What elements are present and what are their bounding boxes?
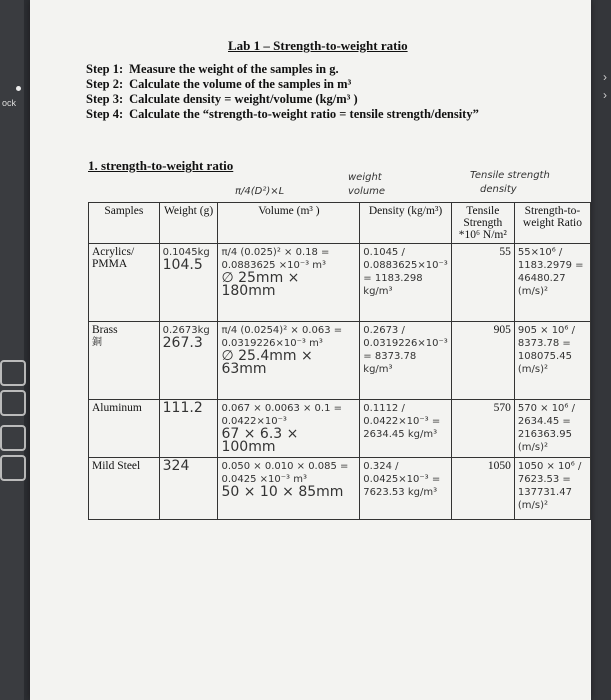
chevron-right-icon[interactable]: › <box>603 70 607 84</box>
step-item <box>86 77 479 92</box>
ratio-cell: 1050 × 10⁶ / 7623.53 = 137731.47 (m/s)² <box>514 458 590 520</box>
document-title: Lab 1 – Strength-to-weight ratio <box>228 38 408 53</box>
handwritten-ratio-note-top: Tensile strength <box>470 170 550 181</box>
sample-cell: Acrylics/ PMMA <box>89 244 160 322</box>
step-text: Calculate density = weight/volume (kg/m³ ) <box>129 92 358 106</box>
volume-cell <box>218 244 360 322</box>
table-header-row <box>89 203 591 244</box>
volume-cell <box>218 458 360 520</box>
weight-cell <box>159 244 218 322</box>
column-header: Volume (m³ ) <box>218 203 360 244</box>
column-header: Strength-to-weight Ratio <box>514 203 590 244</box>
table-row <box>89 458 591 520</box>
chevron-right-icon[interactable]: › <box>603 88 607 102</box>
step-number: Step 2: <box>86 77 124 91</box>
handwritten-volume-formula: π/4(D²)×L <box>235 186 285 197</box>
step-number: Step 1: <box>86 62 124 76</box>
step-number: Step 3: <box>86 92 124 106</box>
step-text: Calculate the “strength-to-weight ratio = tensile strength/density” <box>129 107 479 121</box>
sample-handwritten: 銅 <box>92 337 102 348</box>
volume-dimensions: 50 × 10 × 85mm <box>221 484 344 500</box>
app-icon[interactable] <box>0 360 26 386</box>
tensile-cell: 1050 <box>451 458 514 520</box>
density-cell: 0.1112 / 0.0422×10⁻³ = 2634.45 kg/m³ <box>360 400 451 458</box>
weight-value: 324 <box>162 458 190 474</box>
density-cell: 0.1045 / 0.0883625×10⁻³ = 1183.298 kg/m³ <box>360 244 451 322</box>
tensile-cell: 905 <box>451 322 514 400</box>
app-icon[interactable] <box>0 425 26 451</box>
weight-cell <box>159 322 218 400</box>
ratio-cell: 55×10⁶ / 1183.2979 = 46480.27 (m/s)² <box>514 244 590 322</box>
volume-calc: π/4 (0.025)² × 0.18 = 0.0883625 ×10⁻³ m³ <box>221 247 330 271</box>
status-dot-icon <box>16 86 21 91</box>
volume-cell <box>218 400 360 458</box>
left-app-sidebar <box>0 0 24 700</box>
density-cell: 0.324 / 0.0425×10⁻³ = 7623.53 kg/m³ <box>360 458 451 520</box>
volume-cell <box>218 322 360 400</box>
sample-cell: Aluminum <box>89 400 160 458</box>
sidebar-label: ock <box>2 98 17 108</box>
table-row <box>89 244 591 322</box>
step-text: Measure the weight of the samples in g. <box>129 62 339 76</box>
volume-dimensions: ∅ 25.4mm × 63mm <box>221 348 313 377</box>
weight-cell <box>159 458 218 520</box>
volume-calc: 0.050 × 0.010 × 0.085 = 0.0425 ×10⁻³ m³ <box>221 461 349 485</box>
step-number: Step 4: <box>86 107 124 121</box>
steps-list <box>86 62 479 122</box>
weight-value: 111.2 <box>162 400 203 416</box>
app-icon[interactable] <box>0 390 26 416</box>
sample-name: Brass <box>92 324 118 336</box>
handwritten-density-note-bottom: volume <box>348 186 386 197</box>
volume-dimensions: ∅ 25mm × 180mm <box>221 270 300 299</box>
table-row <box>89 322 591 400</box>
sample-cell: Mild Steel <box>89 458 160 520</box>
density-cell: 0.2673 / 0.0319226×10⁻³ = 8373.78 kg/m³ <box>360 322 451 400</box>
weight-handwritten: 0.2673kg <box>162 325 210 336</box>
document-page <box>30 0 591 700</box>
tensile-cell: 55 <box>451 244 514 322</box>
volume-dimensions: 67 × 6.3 × 100mm <box>221 426 299 455</box>
step-item <box>86 62 479 77</box>
right-app-sidebar <box>591 0 611 700</box>
sample-cell <box>89 322 160 400</box>
tensile-cell: 570 <box>451 400 514 458</box>
column-header: Density (kg/m³) <box>360 203 451 244</box>
volume-calc: π/4 (0.0254)² × 0.063 = 0.0319226×10⁻³ m³ <box>221 325 343 349</box>
ratio-cell: 905 × 10⁶ / 8373.78 = 108075.45 (m/s)² <box>514 322 590 400</box>
column-header: Tensile Strength *10⁶ N/m² <box>451 203 514 244</box>
ratio-cell: 570 × 10⁶ / 2634.45 = 216363.95 (m/s)² <box>514 400 590 458</box>
app-icon[interactable] <box>0 455 26 481</box>
step-text: Calculate the volume of the samples in m³ <box>129 77 352 91</box>
column-header: Samples <box>89 203 160 244</box>
step-item <box>86 107 479 122</box>
weight-cell <box>159 400 218 458</box>
volume-calc: 0.067 × 0.0063 × 0.1 = 0.0422×10⁻³ <box>221 403 343 427</box>
section-title: 1. strength-to-weight ratio <box>88 158 234 173</box>
step-item <box>86 92 479 107</box>
handwritten-ratio-note-bottom: density <box>480 184 517 195</box>
weight-value: 104.5 <box>162 257 203 273</box>
column-header: Weight (g) <box>159 203 218 244</box>
weight-value: 267.3 <box>162 335 203 351</box>
handwritten-density-note-top: weight <box>348 172 382 183</box>
table-row <box>89 400 591 458</box>
strength-table <box>88 202 591 520</box>
weight-handwritten: 0.1045kg <box>162 247 210 258</box>
